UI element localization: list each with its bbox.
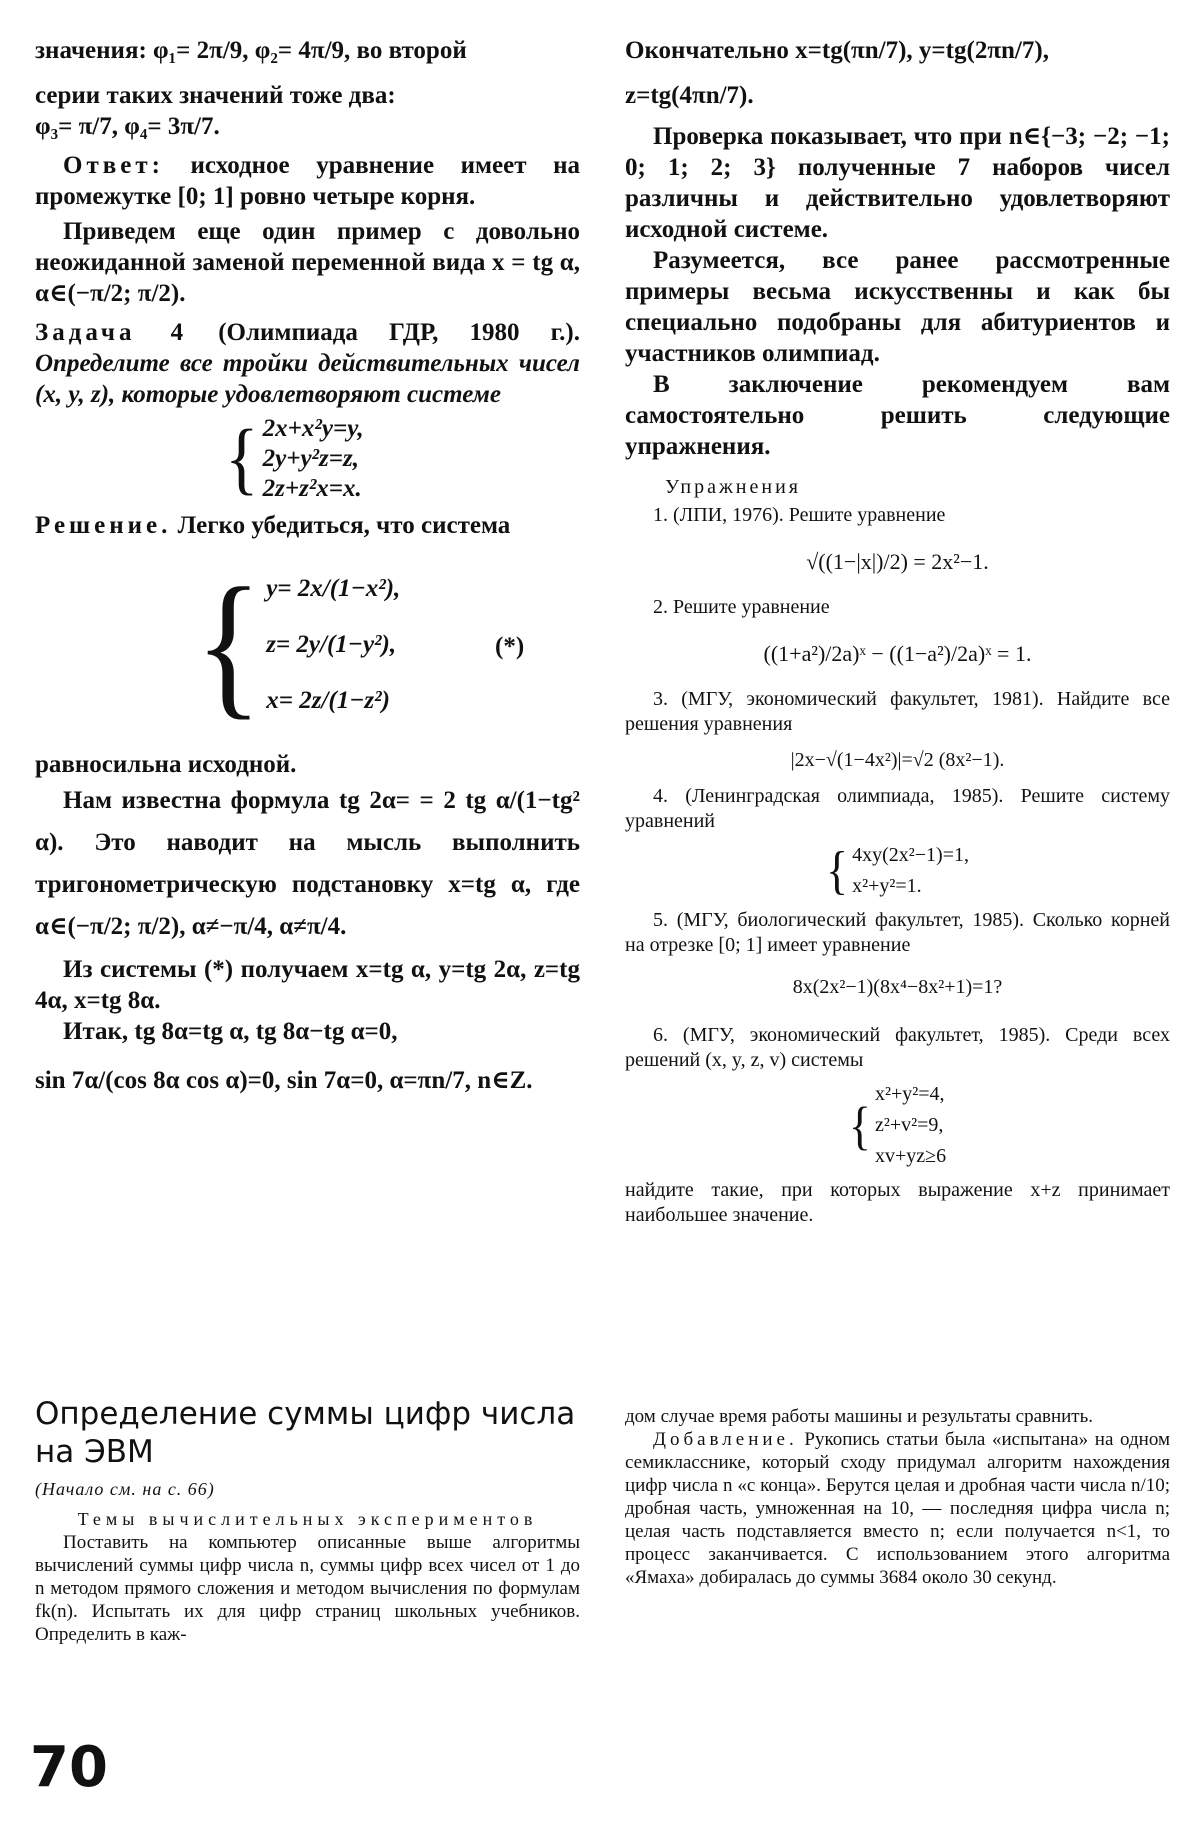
system-2 xyxy=(195,555,580,734)
exercise-6: 6. (МГУ, экономический факультет, 1985). Среди всех решений (x, y, z, v) системы xyxy=(625,1024,1170,1071)
addition-paragraph xyxy=(625,1428,1170,1589)
section-paragraph: дом случае время работы машины и результаты сравнить. xyxy=(625,1406,1094,1427)
exercise-6-system xyxy=(625,1079,1170,1172)
section-body xyxy=(35,1531,580,1646)
text-para: В заключение рекомендуем вам самостоятельно решить следующие упражнения. xyxy=(625,371,1170,460)
text-para: Проверка показывает, что при n∈{−3; −2; −1; 0; 1; 2; 3} полученные 7 наборов чисел различны и действительно удовлетворяют исходной системе. xyxy=(625,123,1170,243)
section-left xyxy=(35,1395,580,1646)
task-source: (Олимпиада ГДР, 1980 г.). xyxy=(187,319,580,346)
left-column xyxy=(35,35,580,1096)
page-number: 70 xyxy=(30,1735,108,1800)
system-line: 2x+x²y=y, xyxy=(262,415,364,442)
system-line: z²+v²=9, xyxy=(874,1114,944,1136)
answer-label: Ответ: xyxy=(63,152,164,179)
section-paragraph: Поставить на компьютер описанные выше алгоритмы вычислений суммы цифр числа n, суммы цифр всех чисел от 1 до n методом прямого сложения и методом вычисления по формулам fk(n). Испытать их для цифр страниц школьных учебников. Определить в каж- xyxy=(35,1532,580,1645)
text-para: Приведем еще один пример с довольно неожиданной заменой переменной вида x = tg α, α∈(−π/2; π/2). xyxy=(35,218,580,307)
task-text: Определите все тройки действительных чисел (x, y, z), которые удовлетворяют системе xyxy=(35,350,580,408)
system-line: x²+y²=4, xyxy=(874,1083,945,1105)
section-title: Определение суммы цифр числа на ЭВМ xyxy=(35,1396,576,1470)
section-subheading: Темы вычислительных экспериментов xyxy=(77,1509,538,1529)
addition-label: Добавление. xyxy=(653,1429,798,1450)
answer-para xyxy=(35,150,580,212)
text-para: Нам известна формула tg 2α= = 2 tg α/(1−tg² α). Это наводит на мысль выполнить тригонометрическую подстановку x=tg α, где α∈(−π/2; π/2), α≠−π/4, α≠π/4. xyxy=(35,787,580,940)
solution-label: Решение. xyxy=(35,512,172,539)
exercise-5-formula: 8x(2x²−1)(8x⁴−8x²+1)=1? xyxy=(792,976,1003,998)
solution-text: Легко убедиться, что система xyxy=(171,512,511,539)
task-para xyxy=(35,317,580,410)
task-label: Задача 4 xyxy=(35,319,188,346)
system-line: 4xy(2x²−1)=1, xyxy=(852,844,969,866)
addition-text: Рукопись статьи была «испытана» на одном семикласснике, который сходу придумал алгоритм нахождения цифр числа n «с конца». Берутся целая и дробная части числа n/10; дробная часть, умноженная на 10, — последняя цифра числа n; целая часть подставляется вместо n; если получается n<1, то процесс заканчивается. С использованием этого алгоритма «Ямаха» добиралась до суммы 3684 около 30 секунд. xyxy=(625,1429,1170,1588)
exercises-heading: Упражнения xyxy=(665,476,801,498)
text-para: серии таких значений тоже два: xyxy=(35,82,396,109)
brace-icon: { xyxy=(225,414,259,503)
text-para: значения: φ₁= 2π/9, φ₂= 4π/9, во второй xyxy=(35,37,467,64)
text-para: Окончательно x=tg(πn/7), y=tg(2πn/7), xyxy=(625,37,1049,64)
right-column xyxy=(625,35,1170,1228)
system-line: z= 2y/(1−y²), xyxy=(266,631,397,658)
exercise-6-end: найдите такие, при которых выражение x+z принимает наибольшее значение. xyxy=(625,1179,1170,1226)
exercise-3: 3. (МГУ, экономический факультет, 1981). Найдите все решения уравнения xyxy=(625,688,1170,735)
system-line: x= 2z/(1−z²) xyxy=(266,687,390,714)
formula-line: z=tg(4πn/7). xyxy=(625,82,754,109)
formula-line: sin 7α/(cos 8α cos α)=0, sin 7α=0, α=πn/7, n∈Z. xyxy=(35,1067,533,1094)
text-para: Разумеется, все ранее рассмотренные примеры весьма искусственны и как бы специально подобраны для абитуриентов и участников олимпиад. xyxy=(625,247,1170,367)
text-para: Из системы (*) получаем x=tg α, y=tg 2α, z=tg 4α, x=tg 8α. xyxy=(35,956,580,1014)
exercise-1: 1. (ЛПИ, 1976). Решите уравнение xyxy=(653,504,946,526)
exercise-2: 2. Решите уравнение xyxy=(653,596,830,618)
system-line: 2y+y²z=z, xyxy=(262,445,359,472)
text-para: Итак, tg 8α=tg α, tg 8α−tg α=0, xyxy=(63,1018,398,1045)
exercise-5: 5. (МГУ, биологический факультет, 1985). Сколько корней на отрезке [0; 1] имеет уравнение xyxy=(625,909,1170,956)
answer-text: исходное уравнение имеет на промежутке [0; 1] ровно четыре корня. xyxy=(35,152,580,210)
brace-icon: { xyxy=(195,555,263,734)
system-line: y= 2x/(1−x²), xyxy=(266,575,401,602)
system-line: 2z+z²x=x. xyxy=(262,475,362,502)
formula-line: φ₃= π/7, φ₄= 3π/7. xyxy=(35,113,220,140)
system-line: xv+yz≥6 xyxy=(874,1145,947,1167)
section-note: (Начало см. на с. 66) xyxy=(35,1479,215,1499)
brace-icon: { xyxy=(826,841,849,900)
star-label: (*) xyxy=(495,633,525,660)
exercise-4-system xyxy=(625,840,1170,902)
section-right xyxy=(625,1405,1170,1589)
exercise-3-formula: |2x−√(1−4x²)|=√2 (8x²−1). xyxy=(790,749,1005,771)
solution-para xyxy=(35,510,580,541)
section-body xyxy=(625,1405,1170,1589)
system-1 xyxy=(225,414,580,504)
system-line: x²+y²=1. xyxy=(852,875,922,897)
brace-icon: { xyxy=(848,1095,871,1155)
exercise-4: 4. (Ленинградская олимпиада, 1985). Решите систему уравнений xyxy=(625,785,1170,832)
exercise-1-formula: √((1−|x|)/2) = 2x²−1. xyxy=(806,549,989,574)
text-para: равносильна исходной. xyxy=(35,751,297,778)
exercise-2-formula: ((1+a²)/2a)ˣ − ((1−a²)/2a)ˣ = 1. xyxy=(763,641,1032,666)
